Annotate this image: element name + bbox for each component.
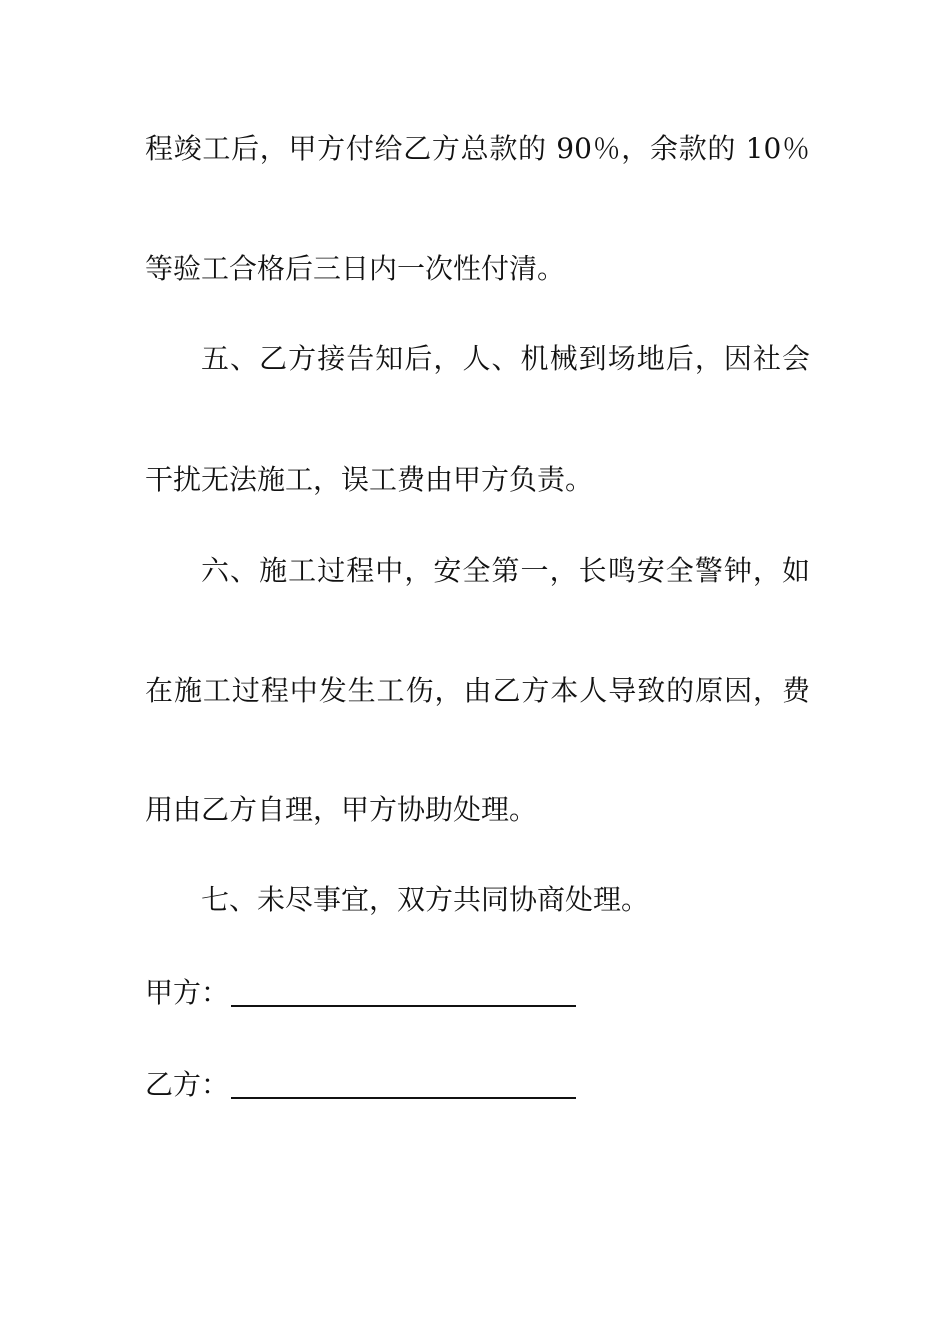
party-a-label: 甲方： [145,976,230,1009]
clause-six-line: 六、施工过程中，安全第一，长鸣安全警钟，如 [201,554,810,587]
contract-text-line: 用由乙方自理，甲方协助处理。 [145,793,538,826]
party-a-signature [145,975,576,1011]
clause-seven-line: 七、未尽事宜，双方共同协商处理。 [201,883,650,916]
party-a-signature-line [231,1005,576,1007]
party-b-label: 乙方： [145,1068,230,1101]
contract-text-line: 程竣工后，甲方付给乙方总款的 90％，余款的 10％ [145,132,810,165]
party-b-signature [145,1067,576,1103]
contract-text-line: 干扰无法施工，误工费由甲方负责。 [145,463,594,496]
clause-five-line: 五、乙方接告知后，人、机械到场地后，因社会 [201,342,810,375]
contract-text-line: 在施工过程中发生工伤，由乙方本人导致的原因，费 [145,674,810,707]
party-b-signature-line [231,1097,576,1099]
contract-text-line: 等验工合格后三日内一次性付清。 [145,252,566,285]
